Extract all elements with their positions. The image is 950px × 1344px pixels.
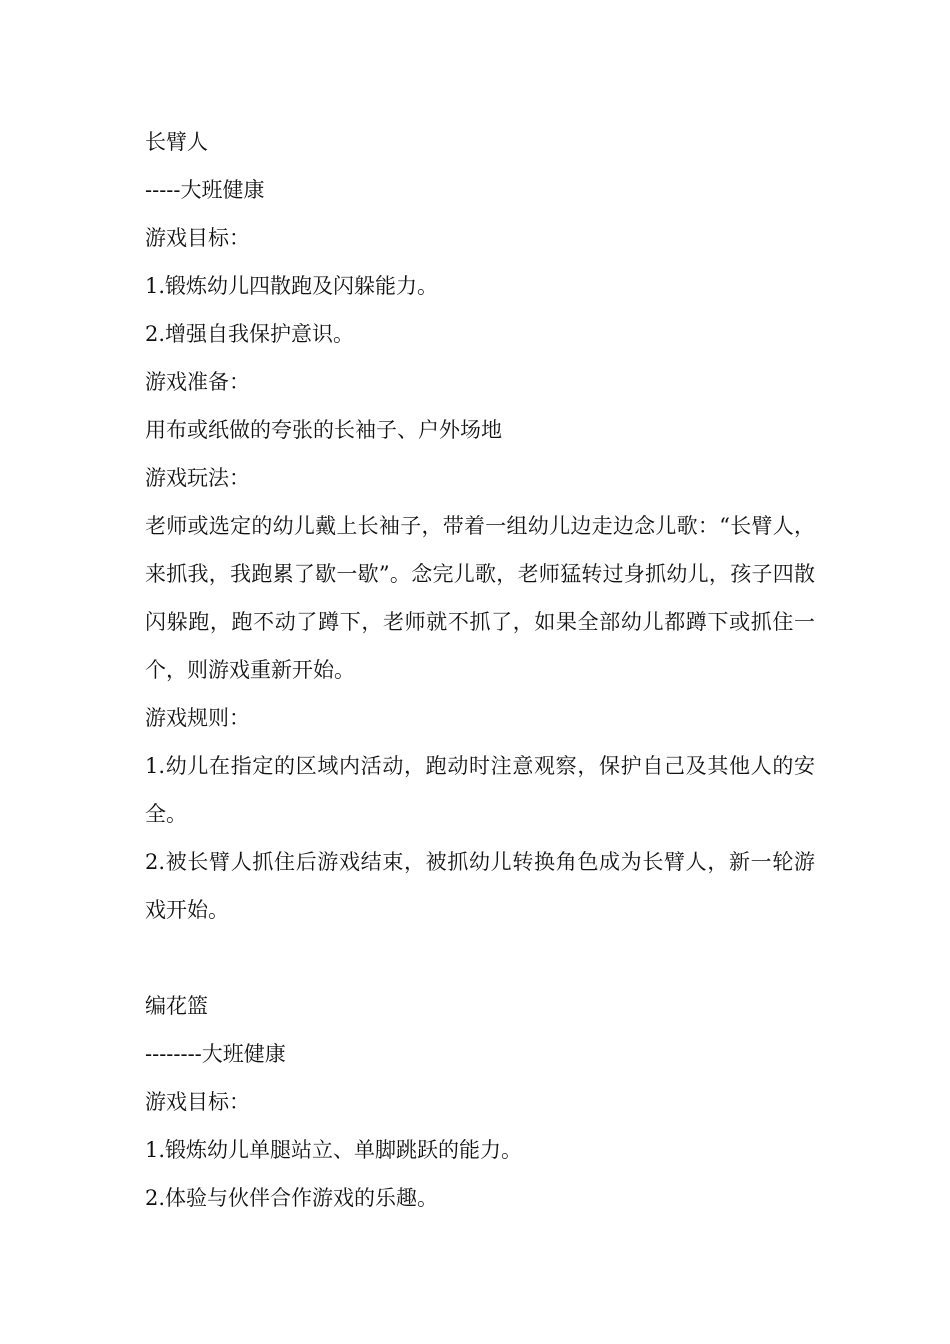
- section-subtitle: --------大班健康: [145, 1042, 286, 1066]
- rule-item: 2.被长臂人抓住后游戏结束，被抓幼儿转换角色成为长臂人，新一轮游戏开始。: [145, 850, 815, 922]
- section-title: 编花篮: [145, 994, 208, 1018]
- document-content: [145, 118, 815, 1222]
- rules-heading: 游戏规则：: [145, 706, 250, 730]
- play-text: 老师或选定的幼儿戴上长袖子，带着一组幼儿边走边念儿歌：“长臂人，来抓我，我跑累了歇一歇”。念完儿歌，老师猛转过身抓幼儿，孩子四散闪躲跑，跑不动了蹲下，老师就不抓了，如果全部幼儿都蹲下或抓住一个，则游戏重新开始。: [145, 514, 815, 682]
- goal-item: 2.体验与伙伴合作游戏的乐趣。: [145, 1186, 439, 1210]
- goal-item: 1.锻炼幼儿四散跑及闪躲能力。: [145, 274, 439, 298]
- rule-item: 1.幼儿在指定的区域内活动，跑动时注意观察，保护自己及其他人的安全。: [145, 754, 815, 826]
- section-spacer: [145, 934, 815, 982]
- prep-heading: 游戏准备：: [145, 370, 250, 394]
- goal-heading: 游戏目标：: [145, 1090, 250, 1114]
- section-subtitle: -----大班健康: [145, 178, 265, 202]
- goal-heading: 游戏目标：: [145, 226, 250, 250]
- prep-text: 用布或纸做的夸张的长袖子、户外场地: [145, 418, 502, 442]
- play-heading: 游戏玩法：: [145, 466, 250, 490]
- goal-item: 2.增强自我保护意识。: [145, 322, 355, 346]
- section-title: 长臂人: [145, 130, 208, 154]
- goal-item: 1.锻炼幼儿单腿站立、单脚跳跃的能力。: [145, 1138, 523, 1162]
